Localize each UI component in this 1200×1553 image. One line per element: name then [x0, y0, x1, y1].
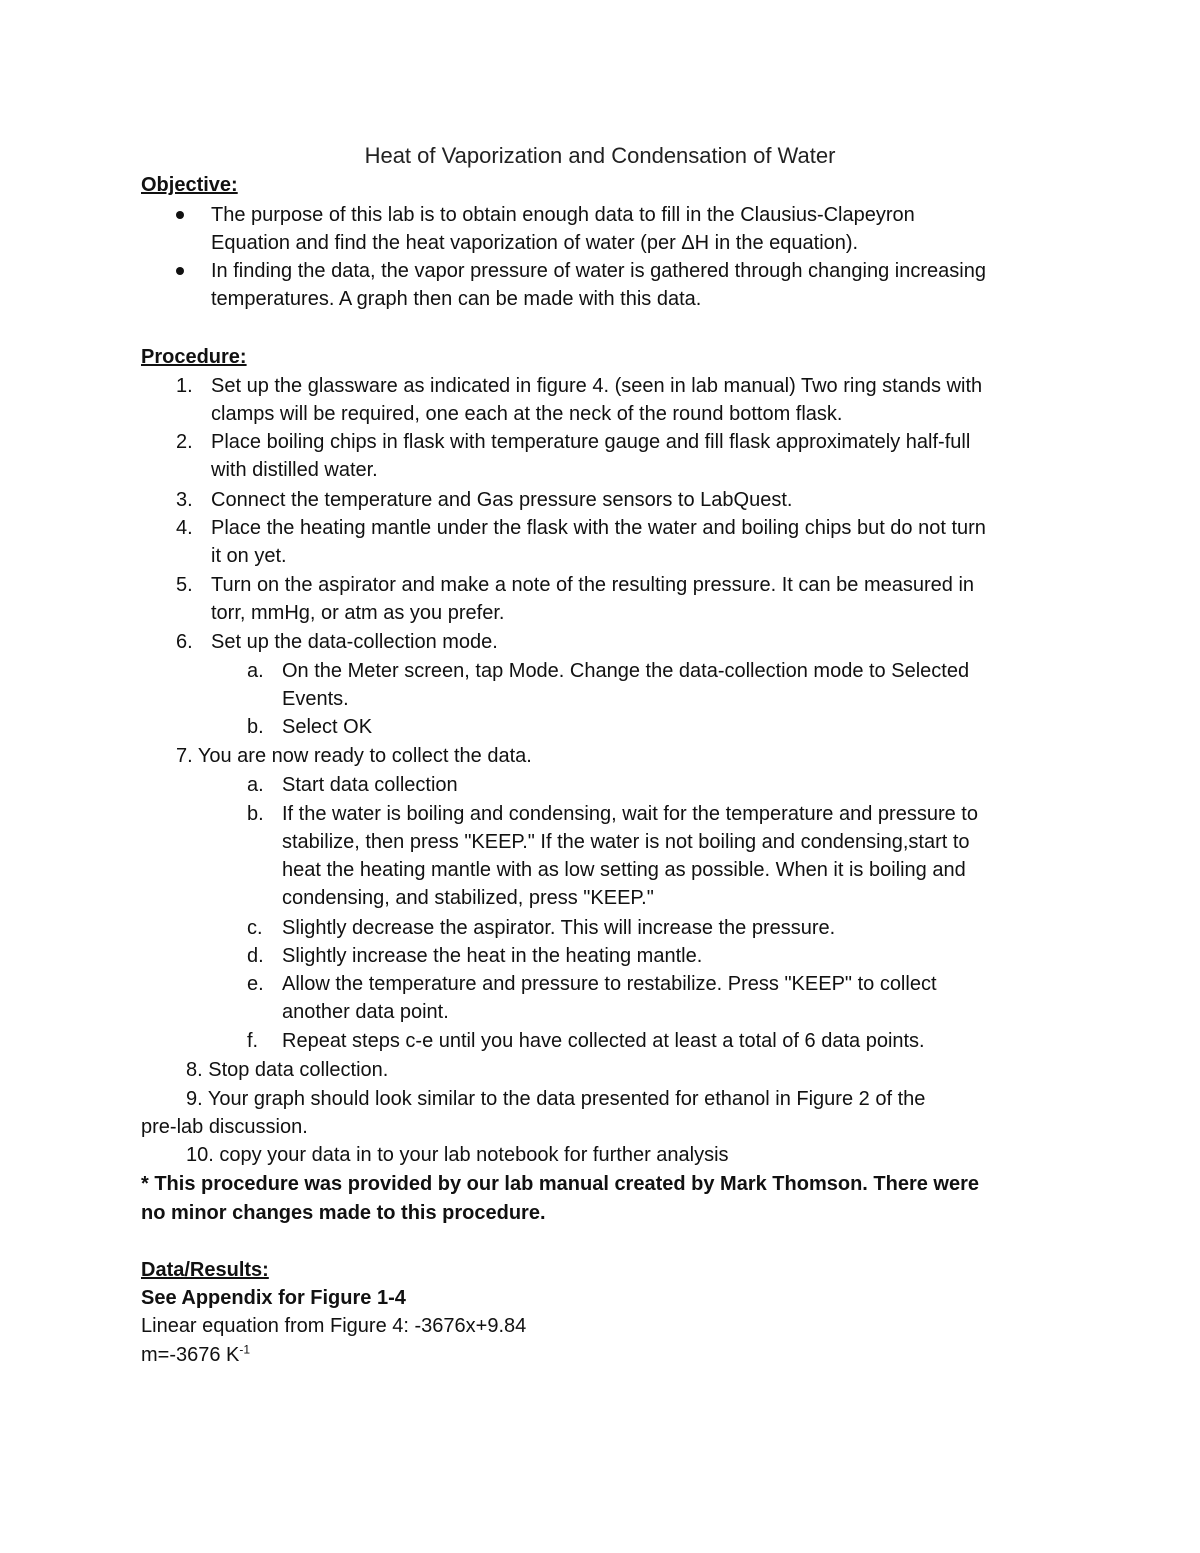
sub-step-text: stabilize, then press "KEEP." If the water is not boiling and condensing,start to [282, 831, 970, 853]
step-marker: 5. [176, 574, 193, 596]
bullet-text: temperatures. A graph then can be made with this data. [211, 288, 702, 310]
sub-step-marker: c. [247, 917, 263, 939]
step-text: Set up the data-collection mode. [211, 631, 498, 653]
step-9-text-continued: pre-lab discussion. [141, 1116, 308, 1138]
step-text: torr, mmHg, or atm as you prefer. [211, 602, 505, 624]
step-text: Connect the temperature and Gas pressure sensors to LabQuest. [211, 489, 793, 511]
step-7-text: 7. You are now ready to collect the data. [176, 745, 532, 767]
step-text: it on yet. [211, 545, 287, 567]
procedure-note: * This procedure was provided by our lab manual created by Mark Thomson. There were [141, 1173, 979, 1195]
sub-step-text: Events. [282, 688, 349, 710]
appendix-reference: See Appendix for Figure 1-4 [141, 1287, 406, 1309]
step-9-text: 9. Your graph should look similar to the data presented for ethanol in Figure 2 of the [186, 1088, 926, 1110]
sub-step-text: On the Meter screen, tap Mode. Change the data-collection mode to Selected [282, 660, 970, 682]
sub-step-text: Slightly decrease the aspirator. This will increase the pressure. [282, 917, 836, 939]
procedure-note-continued: no minor changes made to this procedure. [141, 1202, 546, 1224]
objective-heading: Objective: [141, 174, 238, 196]
sub-step-text: If the water is boiling and condensing, wait for the temperature and pressure to [282, 803, 978, 825]
sub-step-marker: b. [247, 803, 264, 825]
sub-step-marker: b. [247, 716, 264, 738]
bullet-dot-icon [176, 267, 184, 275]
document-title: Heat of Vaporization and Condensation of Water [364, 143, 836, 168]
sub-step-text: heat the heating mantle with as low setting as possible. When it is boiling and [282, 859, 966, 881]
sub-step-text: Start data collection [282, 774, 458, 796]
sub-step-text: Slightly increase the heat in the heating mantle. [282, 945, 703, 967]
step-text: clamps will be required, one each at the neck of the round bottom flask. [211, 403, 843, 425]
sub-step-marker: f. [247, 1030, 259, 1052]
step-text: Place boiling chips in flask with temperature gauge and fill flask approximately half-full [211, 431, 971, 453]
slope-text: m=-3676 K [141, 1344, 240, 1366]
sub-step-marker: a. [247, 660, 264, 682]
bullet-text: In finding the data, the vapor pressure of water is gathered through changing increasing [211, 260, 986, 282]
step-text: Turn on the aspirator and make a note of the resulting pressure. It can be measured in [211, 574, 975, 596]
sub-step-text: Allow the temperature and pressure to restabilize. Press "KEEP" to collect [282, 973, 937, 995]
procedure-heading: Procedure: [141, 346, 247, 368]
results-heading: Data/Results: [141, 1259, 269, 1281]
linear-equation: Linear equation from Figure 4: -3676x+9.84 [141, 1315, 527, 1337]
step-marker: 4. [176, 517, 193, 539]
step-text: Set up the glassware as indicated in figure 4. (seen in lab manual) Two ring stands with [211, 375, 983, 397]
step-text: Place the heating mantle under the flask with the water and boiling chips but do not turn [211, 517, 986, 539]
sub-step-text: another data point. [282, 1001, 449, 1023]
bullet-dot-icon [176, 211, 184, 219]
bullet-text: The purpose of this lab is to obtain enough data to fill in the Clausius-Clapeyron [211, 204, 915, 226]
sub-step-marker: a. [247, 774, 264, 796]
step-8-text: 8. Stop data collection. [186, 1059, 389, 1081]
slope-exponent: -1 [239, 1342, 251, 1357]
sub-step-text: Repeat steps c-e until you have collected at least a total of 6 data points. [282, 1030, 925, 1052]
slope-value [141, 1341, 250, 1369]
sub-step-marker: d. [247, 945, 264, 967]
step-text: with distilled water. [211, 459, 378, 481]
step-10-text: 10. copy your data in to your lab notebook for further analysis [186, 1144, 729, 1166]
bullet-text: Equation and find the heat vaporization of water (per ΔH in the equation). [211, 232, 859, 254]
step-marker: 1. [176, 375, 193, 397]
step-marker: 3. [176, 489, 193, 511]
step-marker: 2. [176, 431, 193, 453]
sub-step-text: condensing, and stabilized, press "KEEP." [282, 887, 654, 909]
sub-step-marker: e. [247, 973, 264, 995]
sub-step-text: Select OK [282, 716, 373, 738]
step-marker: 6. [176, 631, 193, 653]
